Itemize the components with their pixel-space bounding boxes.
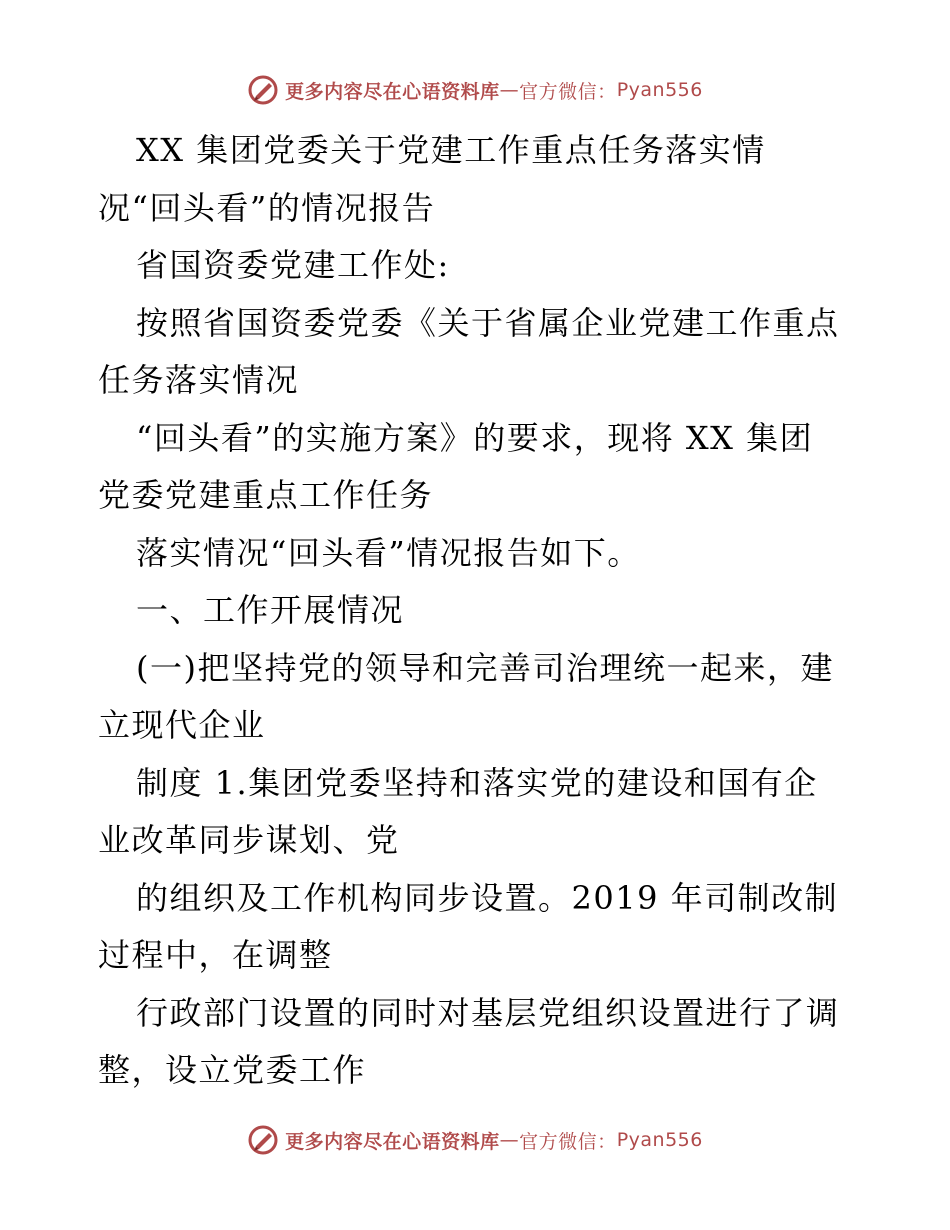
title-line-2: 况“回头看”的情况报告: [98, 188, 436, 227]
pen-logo-icon: [247, 1124, 279, 1156]
paragraph-line: 制度 1.集团党委坚持和落实党的建设和国有企: [136, 763, 818, 802]
paragraph-line: 任务落实情况: [98, 361, 300, 399]
paragraph-line: 行政部门设置的同时对基层党组织设置进行了调: [136, 993, 840, 1032]
watermark-footer: [0, 1118, 950, 1162]
paragraph-line: 落实情况“回头看”情况报告如下。: [136, 533, 641, 572]
subsection-heading: (一)把坚持党的领导和完善司治理统一起来，建: [136, 648, 834, 687]
paragraph-line: “回头看”的实施方案》的要求，现将 XX 集团: [136, 418, 814, 457]
watermark-separator: —: [499, 79, 520, 101]
document-body: [98, 122, 858, 1100]
watermark-wechat-label: 官方微信：: [519, 80, 617, 103]
section-heading: 一、工作开展情况: [136, 591, 405, 629]
paragraph-line: 立现代企业: [98, 706, 266, 744]
paragraph-line: 的组织及工作机构同步设置。2019 年司制改制: [136, 878, 839, 917]
watermark-text: 更多内容尽在心语资料库: [285, 80, 500, 103]
paragraph-line: 业改革同步谋划、党: [98, 821, 400, 859]
watermark-wechat-id: Pyan556: [616, 79, 703, 101]
paragraph-line: 党委党建重点工作任务: [98, 476, 434, 514]
watermark-wechat-label: 官方微信：: [519, 1130, 617, 1153]
paragraph-line: 过程中，在调整: [98, 936, 333, 974]
paragraph-line: 整，设立党委工作: [98, 1051, 367, 1089]
pen-logo-icon: [247, 74, 279, 106]
title-line-1: XX 集团党委关于党建工作重点任务落实情: [136, 131, 766, 169]
watermark-text: 更多内容尽在心语资料库: [285, 1130, 500, 1153]
watermark-header: [0, 68, 950, 112]
salutation: 省国资委党建工作处:: [136, 246, 450, 284]
paragraph-line: 按照省国资委党委《关于省属企业党建工作重点: [136, 303, 840, 342]
watermark-separator: —: [499, 1129, 520, 1151]
watermark-wechat-id: Pyan556: [616, 1129, 703, 1151]
